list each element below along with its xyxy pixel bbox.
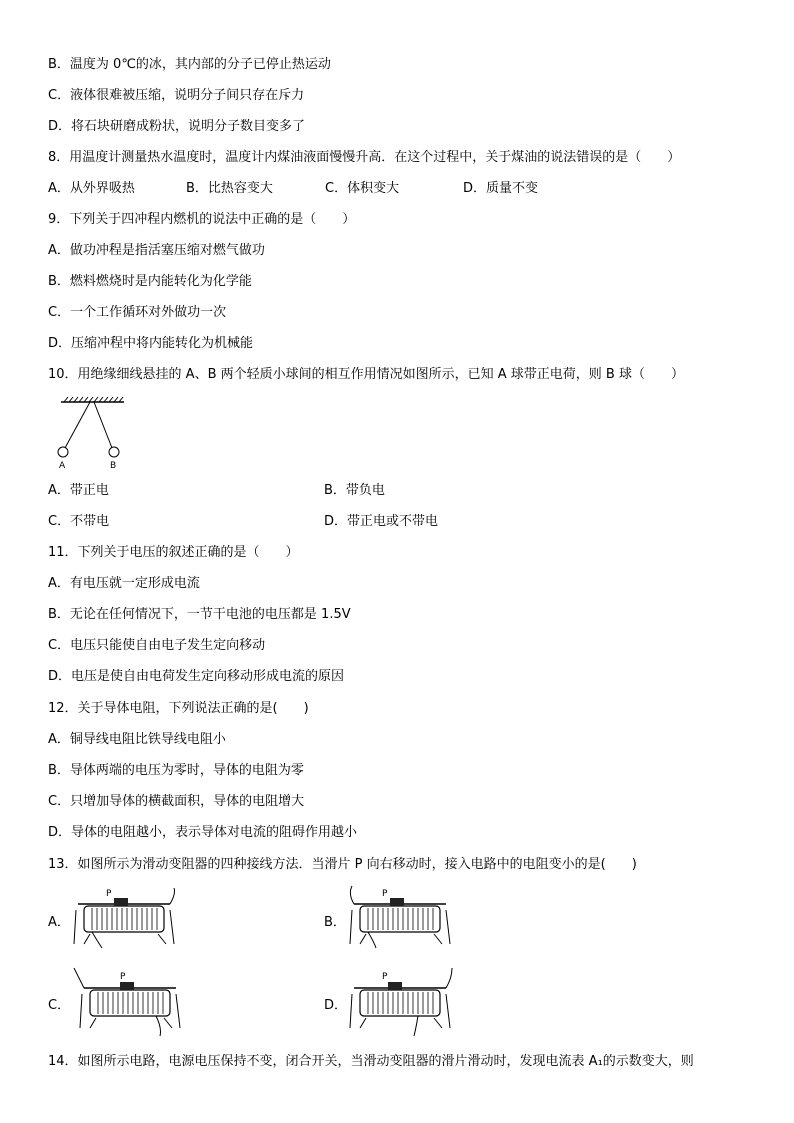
ball-b-label: B	[110, 461, 117, 471]
q12-option-c: C．只增加导体的横截面积，导体的电阻增大	[48, 794, 305, 809]
rheostat-d-figure	[344, 966, 459, 1038]
q7-option-d: D．将石块研磨成粉状，说明分子数目变多了	[48, 119, 306, 134]
q13-option-d-label: D．	[324, 998, 348, 1013]
q10-option-c: C．不带电	[48, 514, 110, 529]
q8-option-a: A．从外界吸热	[48, 181, 135, 196]
q11-option-a: A．有电压就一定形成电流	[48, 576, 200, 591]
rheostat-b-slider-label: P	[382, 889, 388, 899]
q9-stem: 9．下列关于四冲程内燃机的说法中正确的是（ ）	[48, 212, 356, 227]
q12-stem: 12．关于导体电阻，下列说法正确的是( )	[48, 701, 309, 716]
q9-option-d: D．压缩冲程中将内能转化为机械能	[48, 336, 254, 351]
rheostat-b-figure	[346, 884, 456, 950]
q13-option-b-label: B．	[324, 915, 346, 930]
q12-option-b: B．导体两端的电压为零时，导体的电阻为零	[48, 763, 304, 778]
rheostat-a-figure	[70, 884, 180, 950]
q8-stem: 8．用温度计测量热水温度时，温度计内煤油液面慢慢升高．在这个过程中，关于煤油的说法错误的是（ ）	[48, 150, 681, 165]
q10-option-d: D．带正电或不带电	[324, 514, 439, 529]
pendulum-balls-figure	[56, 396, 136, 472]
q11-option-c: C．电压只能使自由电子发生定向移动	[48, 638, 266, 653]
q9-option-b: B．燃料燃烧时是内能转化为化学能	[48, 274, 252, 289]
q7-option-c: C．液体很难被压缩，说明分子间只存在斥力	[48, 88, 305, 103]
q13-stem: 13．如图所示为滑动变阻器的四种接线方法．当滑片 P 向右移动时，接入电路中的电阻变小的是( )	[48, 857, 637, 872]
q8-option-c: C．体积变大	[325, 181, 400, 196]
q11-option-b: B．无论在任何情况下，一节干电池的电压都是 1.5V	[48, 607, 351, 622]
q12-option-d: D．导体的电阻越小，表示导体对电流的阻碍作用越小	[48, 825, 358, 840]
q10-stem: 10．用绝缘细线悬挂的 A、B 两个轻质小球间的相互作用情况如图所示，已知 A 球带正电荷，则 B 球（ ）	[48, 367, 684, 382]
q8-option-b: B．比热容变大	[186, 181, 273, 196]
rheostat-d-slider-label: P	[382, 972, 388, 982]
q8-option-d: D．质量不变	[463, 181, 539, 196]
q11-stem: 11．下列关于电压的叙述正确的是（ ）	[48, 545, 299, 560]
q12-option-a: A．铜导线电阻比铁导线电阻小	[48, 732, 226, 747]
q9-option-a: A．做功冲程是指活塞压缩对燃气做功	[48, 243, 265, 258]
q13-option-a-label: A．	[48, 915, 70, 930]
q10-option-b: B．带负电	[324, 483, 385, 498]
rheostat-a-slider-label: P	[106, 889, 112, 899]
q13-option-c-label: C．	[48, 998, 71, 1013]
rheostat-c-slider-label: P	[120, 972, 126, 982]
q7-option-b: B．温度为 0℃的冰，其内部的分子已停止热运动	[48, 57, 331, 72]
q11-option-d: D．电压是使自由电荷发生定向移动形成电流的原因	[48, 669, 345, 684]
q9-option-c: C．一个工作循环对外做功一次	[48, 305, 227, 320]
ball-a-label: A	[59, 461, 66, 471]
rheostat-c-figure	[70, 966, 185, 1038]
q14-stem: 14．如图所示电路，电源电压保持不变，闭合开关，当滑动变阻器的滑片滑动时，发现电流表 A₁的示数变大，则	[48, 1054, 694, 1069]
q10-option-a: A．带正电	[48, 483, 109, 498]
